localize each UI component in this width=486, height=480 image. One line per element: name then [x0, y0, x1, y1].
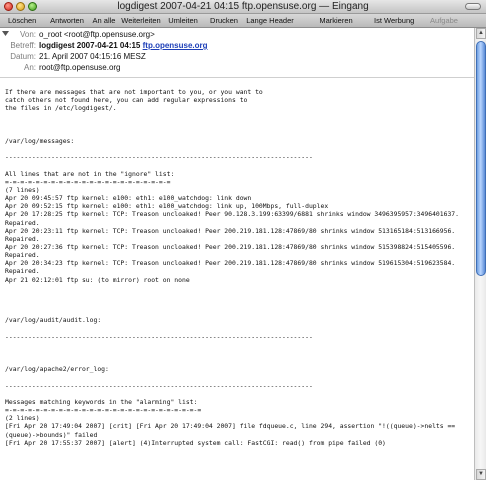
scrollbar-thumb[interactable]: [476, 41, 486, 276]
message-header: [0, 28, 486, 78]
scroll-up-arrow-icon[interactable]: ▲: [476, 28, 486, 39]
window-title: logdigest 2007-04-21 04:15 ftp.opensuse.org — Eingang: [117, 1, 369, 12]
toolbar-toggle-button[interactable]: [465, 3, 481, 10]
close-window-button[interactable]: [4, 2, 13, 11]
reply-button[interactable]: Antworten: [50, 16, 84, 25]
reply-all-button[interactable]: An alle: [92, 16, 116, 25]
message-toolbar: [0, 14, 486, 28]
to-value[interactable]: root@ftp.opensuse.org: [39, 63, 121, 72]
subject-label: Betreff:: [10, 41, 36, 50]
scroll-down-arrow-icon[interactable]: ▼: [476, 469, 486, 480]
redirect-button[interactable]: Umleiten: [168, 16, 198, 25]
subject-text: logdigest 2007-04-21 04:15: [39, 41, 141, 50]
zoom-window-button[interactable]: [28, 2, 37, 11]
subject-value: [39, 41, 208, 51]
task-button[interactable]: Aufgabe: [430, 16, 458, 25]
message-body[interactable]: If there are messages that are not important to you, or you want to catch others not found here, you can add regular expressions to the files in /etc/logdigest/. /var/log/messages: -------------------------------------------------------------------------------- All lines that are not in the "ignore" list: =-=-=-=-=-=-=-=-=-=-=-=-=-=-=-=-=-=-=-=-=-= (7 lines) Apr 20 09:45:57 ftp kernel: e100: eth1: e100_watchdog: link down Apr 20 09:52:15 ftp kernel: e100: eth1: e100_watchdog: link up, 100Mbps, full-duplex Apr 20 17:28:25 ftp kernel: TCP: Treason uncloaked! Peer 90.128.3.199:63399/6881 shrinks window 3496395957:3496401637. Repaired. Apr 20 20:23:11 ftp kernel: TCP: Treason uncloaked! Peer 200.219.181.128:47869/80 shrinks window 513165184:513166956. Repaired. Apr 20 20:27:36 ftp kernel: TCP: Treason uncloaked! Peer 200.219.181.128:47869/80 shrinks window 515398824:515405596. Repaired. Apr 20 20:34:23 ftp kernel: TCP: Treason uncloaked! Peer 200.219.181.128:47869/80 shrinks window 519615304:519623584. Repaired. Apr 21 02:12:01 ftp su: (to mirror) root on none /var/log/audit/audit.log: -------------------------------------------------------------------------------- /var/log/apache2/error_log: -------------------------------------------------------------------------------- Messages matching keywords in the "alarming" list: =-=-=-=-=-=-=-=-=-=-=-=-=-=-=-=-=-=-=-=-=-=-=-=-=-= (2 lines) [Fri Apr 20 17:49:04 2007] [crit] [Fri Apr 20 17:49:04 2007] file fdqueue.c, line 294, assertion "!((queue)->nelts == (queue)->bounds)" failed [Fri Apr 20 17:55:37 2007] [alert] (4)Interrupted system call: FastCGI: read() from pipe failed (0): [5, 88, 460, 447]
minimize-window-button[interactable]: [16, 2, 25, 11]
vertical-scrollbar[interactable]: [474, 28, 486, 480]
from-value[interactable]: o_root <root@ftp.opensuse.org>: [39, 30, 155, 39]
date-label: Datum:: [10, 52, 36, 61]
from-label: Von:: [19, 30, 36, 39]
junk-button[interactable]: Ist Werbung: [374, 16, 415, 25]
long-headers-button[interactable]: Lange Header: [246, 16, 294, 25]
title-bar[interactable]: [0, 0, 486, 14]
delete-button[interactable]: Löschen: [8, 16, 37, 25]
flag-button[interactable]: Markieren: [319, 16, 353, 25]
subject-link[interactable]: ftp.opensuse.org: [142, 41, 208, 50]
forward-button[interactable]: Weiterleiten: [121, 16, 161, 25]
header-divider: [0, 77, 474, 78]
to-label: An:: [23, 63, 36, 72]
print-button[interactable]: Drucken: [210, 16, 238, 25]
date-value: 21. April 2007 04:15:16 MESZ: [39, 52, 146, 61]
